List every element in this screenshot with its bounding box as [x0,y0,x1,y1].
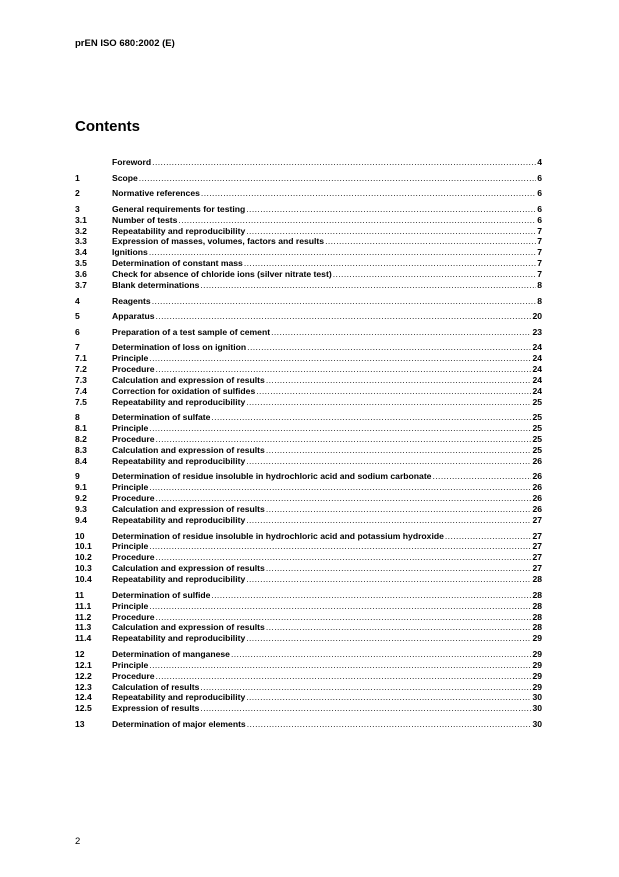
toc-entry-number: 13 [75,718,85,729]
toc-dot-leader [156,434,532,445]
toc-entry-number: 10.3 [75,563,92,574]
toc-entry-number: 12 [75,648,85,659]
toc-entry[interactable] [75,280,542,291]
toc-dot-leader [149,601,531,612]
toc-dot-leader [156,612,532,623]
toc-entry[interactable] [75,445,542,456]
toc-dot-leader [156,671,532,682]
toc-entry-number: 3.1 [75,214,87,225]
toc-entry[interactable] [75,173,542,184]
toc-entry-title: Expression of results [112,703,200,714]
toc-dot-leader [139,173,536,184]
toc-entry-page: 25 [532,444,542,455]
toc-entry-number: 8 [75,412,80,423]
toc-entry-page: 25 [532,423,542,434]
toc-dot-leader [149,247,536,258]
toc-entry-title: Repeatability and reproducibility [112,225,246,236]
toc-entry-title: Check for absence of chloride ions (silver nitrate test) [112,269,332,280]
toc-entry-title: Repeatability and reproducibility [112,515,246,526]
toc-entry[interactable] [75,703,542,714]
toc-entry[interactable] [75,612,542,623]
toc-entry-title: Repeatability and reproducibility [112,692,246,703]
toc-entry-number: 11.1 [75,600,92,611]
toc-entry[interactable] [75,311,542,322]
toc-entry-page: 30 [532,718,542,729]
toc-dot-leader [156,311,532,322]
toc-entry-page: 27 [532,552,542,563]
toc-entry-page: 28 [532,611,542,622]
toc-entry-page: 24 [532,374,542,385]
toc-entry-page: 30 [532,703,542,714]
toc-entry-title: Determination of residue insoluble in hydrochloric acid and potassium hydroxide [112,530,444,541]
toc-entry[interactable] [75,327,542,338]
toc-entry-page: 28 [532,574,542,585]
toc-entry-number: 3.7 [75,279,87,290]
toc-entry-page: 7 [537,247,542,258]
toc-entry[interactable] [75,563,542,574]
table-of-contents [75,157,542,730]
toc-entry-number: 3.3 [75,236,87,247]
toc-entry-number: 11 [75,589,85,600]
toc-entry-title: Determination of sulfate [112,412,211,423]
toc-entry-title: Correction for oxidation of sulfides [112,385,256,396]
toc-dot-leader [152,157,536,168]
toc-entry-title: Calculation and expression of results [112,504,265,515]
toc-entry[interactable] [75,649,542,660]
toc-entry-title: Determination of sulfide [112,589,211,600]
toc-dot-leader [246,515,531,526]
toc-entry-page: 25 [532,396,542,407]
page-title: Contents [75,118,140,135]
toc-entry-title: Number of tests [112,214,178,225]
toc-dot-leader [231,649,531,660]
toc-entry-number: 9.3 [75,504,87,515]
toc-dot-leader [149,660,531,671]
toc-entry[interactable] [75,188,542,199]
toc-dot-leader [246,633,531,644]
toc-entry-title: Procedure [112,670,155,681]
toc-entry-title: Ignitions [112,247,148,258]
toc-entry-number: 1 [75,172,80,183]
toc-entry[interactable] [75,423,542,434]
toc-entry[interactable] [75,719,542,730]
toc-entry-number: 10.2 [75,552,92,563]
toc-entry-page: 23 [532,326,542,337]
toc-entry-page: 24 [532,385,542,396]
toc-entry-number: 3.5 [75,258,87,269]
toc-dot-leader [156,364,532,375]
toc-entry-title: Determination of manganese [112,648,230,659]
toc-dot-leader [149,353,531,364]
toc-dot-leader [211,590,531,601]
toc-entry-number: 8.3 [75,444,87,455]
toc-entry-title: Principle [112,353,149,364]
toc-entry-title: Preparation of a test sample of cement [112,326,271,337]
toc-entry-number: 12.4 [75,692,92,703]
toc-entry-number: 8.2 [75,434,87,445]
toc-entry-page: 27 [532,563,542,574]
toc-entry-page: 8 [537,295,542,306]
toc-entry-page: 26 [532,471,542,482]
toc-entry-page: 29 [532,659,542,670]
toc-dot-leader [247,719,532,730]
toc-entry-title: Procedure [112,611,155,622]
toc-entry[interactable] [75,258,542,269]
toc-entry[interactable] [75,552,542,563]
toc-entry[interactable] [75,226,542,237]
toc-entry-title: Scope [112,172,138,183]
toc-dot-leader [266,622,532,633]
toc-dot-leader [152,296,537,307]
toc-entry-title: Blank determinations [112,279,200,290]
toc-entry-page: 27 [532,541,542,552]
toc-entry-number: 7.4 [75,385,87,396]
toc-entry-title: Procedure [112,552,155,563]
toc-entry-page: 26 [532,504,542,515]
toc-entry-title: Determination of major elements [112,718,246,729]
toc-entry[interactable] [75,269,542,280]
toc-entry-page: 6 [537,203,542,214]
toc-entry-number: 8.4 [75,455,87,466]
toc-entry-number: 12.3 [75,681,92,692]
toc-entry-page: 27 [532,515,542,526]
toc-entry-number: 3 [75,203,80,214]
toc-entry-number: 9.2 [75,493,87,504]
toc-entry-page: 8 [537,279,542,290]
toc-entry[interactable] [75,353,542,364]
toc-entry[interactable] [75,375,542,386]
toc-entry[interactable] [75,397,542,408]
toc-entry-number: 10.4 [75,574,92,585]
toc-entry[interactable] [75,247,542,258]
toc-entry-title: Calculation of results [112,681,200,692]
toc-dot-leader [246,692,531,703]
toc-entry-page: 7 [537,269,542,280]
toc-entry-page: 29 [532,681,542,692]
toc-entry-page: 25 [532,412,542,423]
toc-entry-page: 26 [532,493,542,504]
toc-entry-page: 27 [532,530,542,541]
toc-entry-title: Calculation and expression of results [112,622,265,633]
toc-entry-number: 7.2 [75,364,87,375]
toc-entry-number: 3.2 [75,225,87,236]
toc-entry[interactable] [75,157,542,168]
toc-entry-title: Expression of masses, volumes, factors and results [112,236,325,247]
toc-entry-number: 3.4 [75,247,87,258]
toc-entry-number: 7 [75,342,80,353]
toc-dot-leader [149,541,531,552]
toc-entry-title: Repeatability and reproducibility [112,396,246,407]
toc-dot-leader [149,423,531,434]
toc-entry-title: Procedure [112,493,155,504]
toc-entry-number: 9 [75,471,80,482]
toc-entry-title: Repeatability and reproducibility [112,455,246,466]
toc-dot-leader [445,531,532,542]
toc-dot-leader [246,226,536,237]
toc-entry-page: 6 [537,188,542,199]
toc-entry[interactable] [75,456,542,467]
toc-entry-number: 9.1 [75,482,87,493]
toc-entry-title: Repeatability and reproducibility [112,574,246,585]
toc-entry-page: 29 [532,670,542,681]
toc-entry-number: 5 [75,311,80,322]
toc-dot-leader [256,386,531,397]
toc-entry-title: Principle [112,541,149,552]
toc-entry[interactable] [75,622,542,633]
toc-entry-title: Principle [112,659,149,670]
toc-dot-leader [156,493,532,504]
toc-dot-leader [266,445,532,456]
toc-dot-leader [247,342,531,353]
toc-entry-number: 11.3 [75,622,92,633]
toc-entry[interactable] [75,601,542,612]
toc-entry[interactable] [75,434,542,445]
document-id-header: prEN ISO 680:2002 (E) [75,38,175,49]
toc-entry-number: 12.2 [75,670,92,681]
toc-entry[interactable] [75,515,542,526]
toc-dot-leader [200,682,531,693]
toc-entry[interactable] [75,386,542,397]
toc-entry[interactable] [75,471,542,482]
toc-dot-leader [149,482,531,493]
toc-entry-title: Principle [112,600,149,611]
toc-entry[interactable] [75,590,542,601]
toc-entry[interactable] [75,633,542,644]
toc-entry-title: Determination of loss on ignition [112,342,247,353]
toc-entry-page: 4 [537,157,542,167]
toc-entry-title: General requirements for testing [112,203,246,214]
toc-entry[interactable] [75,482,542,493]
toc-dot-leader [211,412,531,423]
toc-entry[interactable] [75,682,542,693]
toc-dot-leader [325,236,536,247]
toc-entry[interactable] [75,692,542,703]
toc-dot-leader [200,703,531,714]
toc-entry-page: 7 [537,225,542,236]
toc-dot-leader [246,574,531,585]
toc-entry-page: 6 [537,172,542,183]
toc-entry-title: Foreword [112,157,152,167]
toc-entry-page: 26 [532,455,542,466]
toc-dot-leader [432,471,531,482]
toc-entry-number: 4 [75,295,80,306]
toc-entry-number: 12.1 [75,659,92,670]
toc-entry-title: Calculation and expression of results [112,444,265,455]
toc-entry-title: Reagents [112,295,151,306]
toc-entry-page: 29 [532,633,542,644]
toc-entry-title: Principle [112,423,149,434]
toc-entry[interactable] [75,660,542,671]
toc-entry[interactable] [75,574,542,585]
toc-entry-title: Determination of constant mass [112,258,243,269]
toc-entry[interactable] [75,671,542,682]
toc-entry-number: 10 [75,530,85,541]
toc-entry-page: 25 [532,434,542,445]
toc-entry-title: Principle [112,482,149,493]
toc-entry-page: 24 [532,364,542,375]
toc-dot-leader [246,204,536,215]
toc-entry[interactable] [75,296,542,307]
toc-entry-page: 7 [537,258,542,269]
toc-dot-leader [333,269,537,280]
toc-entry-number: 10.1 [75,541,92,552]
toc-entry[interactable] [75,215,542,226]
toc-entry-number: 7.3 [75,374,87,385]
toc-entry-number: 3.6 [75,269,87,280]
toc-entry-page: 29 [532,648,542,659]
toc-entry[interactable] [75,412,542,423]
toc-dot-leader [266,375,532,386]
toc-dot-leader [178,215,536,226]
toc-entry-number: 6 [75,326,80,337]
toc-entry[interactable] [75,204,542,215]
toc-entry-number: 8.1 [75,423,87,434]
toc-entry-title: Calculation and expression of results [112,374,265,385]
toc-entry-title: Calculation and expression of results [112,563,265,574]
toc-entry-number: 11.2 [75,611,92,622]
toc-entry-page: 30 [532,692,542,703]
toc-entry[interactable] [75,541,542,552]
toc-entry-title: Determination of residue insoluble in hydrochloric acid and sodium carbonate [112,471,432,482]
toc-entry-title: Procedure [112,434,155,445]
toc-entry-page: 28 [532,600,542,611]
toc-entry-page: 24 [532,342,542,353]
toc-entry-number: 7.1 [75,353,87,364]
toc-entry[interactable] [75,493,542,504]
toc-dot-leader [244,258,536,269]
toc-entry-number: 11.4 [75,633,92,644]
toc-dot-leader [246,397,531,408]
toc-dot-leader [246,456,531,467]
toc-dot-leader [200,280,536,291]
toc-entry-title: Normative references [112,188,200,199]
toc-entry-number: 12.5 [75,703,92,714]
toc-entry[interactable] [75,364,542,375]
toc-entry-page: 28 [532,622,542,633]
toc-dot-leader [156,552,532,563]
toc-entry-page: 20 [532,311,542,322]
toc-entry-page: 24 [532,353,542,364]
toc-entry-page: 26 [532,482,542,493]
toc-entry-title: Apparatus [112,311,155,322]
toc-entry[interactable] [75,236,542,247]
page-number: 2 [75,836,81,847]
toc-dot-leader [201,188,536,199]
toc-entry-page: 7 [537,236,542,247]
toc-dot-leader [266,563,532,574]
toc-entry-page: 6 [537,214,542,225]
toc-entry-page: 28 [532,589,542,600]
toc-entry-number: 7.5 [75,396,87,407]
toc-dot-leader [271,327,531,338]
toc-entry[interactable] [75,342,542,353]
toc-entry[interactable] [75,531,542,542]
toc-entry[interactable] [75,504,542,515]
toc-dot-leader [266,504,532,515]
toc-entry-number: 9.4 [75,515,87,526]
toc-entry-title: Repeatability and reproducibility [112,633,246,644]
toc-entry-title: Procedure [112,364,155,375]
toc-entry-number: 2 [75,188,80,199]
